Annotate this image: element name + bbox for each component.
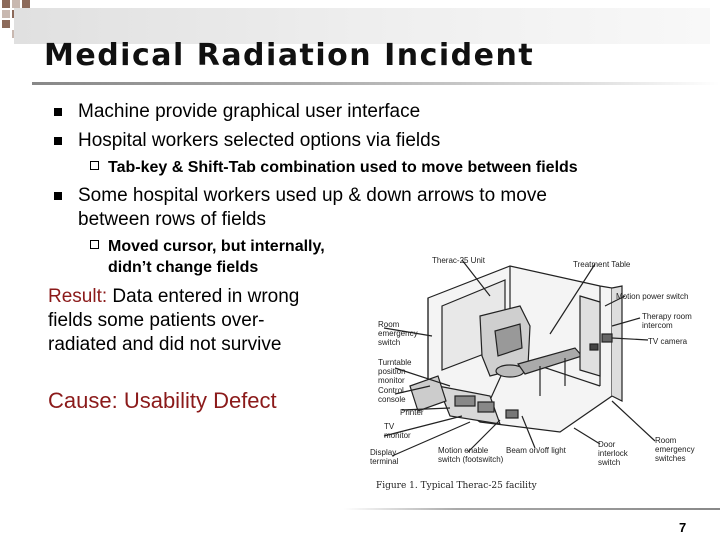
figure-label-table: Treatment Table (573, 260, 631, 269)
title-divider (32, 82, 720, 85)
figure-label-motion-power: Motion power switch (616, 292, 689, 301)
page-title: Medical Radiation Incident (44, 38, 535, 73)
figure-label-therac: Therac-25 Unit (432, 256, 485, 265)
figure-label-control-console: Control console (378, 386, 406, 404)
bullet-text-continued: between rows of fields (78, 209, 266, 230)
figure-label-intercom: Therapy room intercom (642, 312, 692, 330)
figure-label-room-emergency: Room emergency switch (378, 320, 418, 347)
figure-label-room-emergency-switches: Room emergency switches (655, 436, 695, 463)
figure-caption: Figure 1. Typical Therac-25 facility (376, 481, 537, 491)
sub-bullet-text-continued: didn’t change fields (108, 259, 259, 276)
result-label: Result: (48, 286, 108, 307)
sub-bullet-text: Moved cursor, but internally, (108, 238, 325, 255)
hollow-square-icon (90, 240, 99, 249)
figure-label-printer: Printer (400, 408, 424, 417)
bullet-text: Some hospital workers used up & down arrows to move (78, 185, 547, 206)
figure-label-motion-enable: Motion enable switch (footswitch) (438, 446, 504, 464)
result-paragraph (48, 285, 348, 357)
bullet-square-icon (54, 137, 62, 145)
bullet-square-icon (54, 108, 62, 116)
figure-label-turntable: Turntable position monitor (378, 358, 412, 385)
therac25-facility-figure (350, 236, 720, 498)
footer-divider (344, 508, 720, 510)
bullet-square-icon (54, 192, 62, 200)
figure-label-display-terminal: Display terminal (370, 448, 399, 466)
sub-bullet-text: Tab-key & Shift-Tab combination used to move between fields (108, 159, 578, 176)
result-text-line2: fields some patients over- (48, 310, 265, 331)
figure-label-tv-monitor: TV monitor (384, 422, 411, 440)
result-text-line3: radiated and did not survive (48, 334, 282, 355)
figure-label-tv-camera: TV camera (648, 337, 688, 346)
hollow-square-icon (90, 161, 99, 170)
result-text-line1: Data entered in wrong (107, 286, 300, 307)
figure-label-door-interlock: Door interlock switch (598, 440, 628, 467)
bullet-text: Machine provide graphical user interface (78, 101, 421, 122)
bullet-text: Hospital workers selected options via fields (78, 130, 441, 151)
figure-label-beam-light: Beam on/off light (506, 446, 566, 455)
page-number: 7 (679, 520, 687, 535)
cause-statement: Cause: Usability Defect (48, 388, 277, 413)
